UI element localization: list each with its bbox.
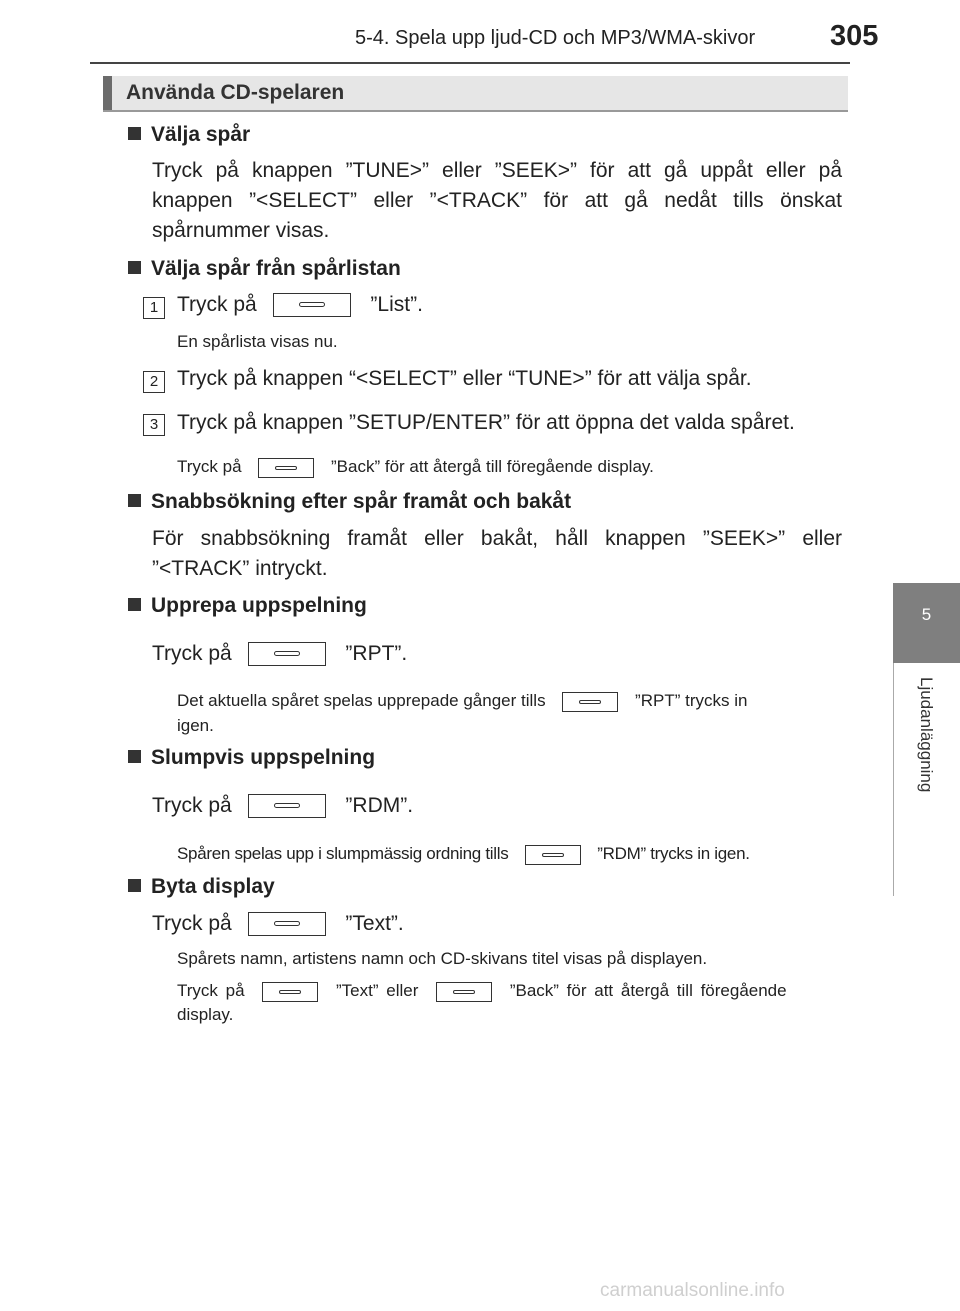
random-instruction <box>152 791 413 821</box>
heading-repeat <box>128 594 367 618</box>
step-1-post: ”List”. <box>370 293 423 316</box>
heading-text: Välja spår från spårlistan <box>151 257 401 280</box>
repeat-instruction <box>152 639 407 669</box>
step-number-1: 1 <box>143 297 165 319</box>
heading-display <box>128 875 275 899</box>
display-note-2b: ”Text” eller <box>336 981 419 1000</box>
display-pre: Tryck på <box>152 912 232 935</box>
screen-button-icon <box>248 912 326 936</box>
section-title: Använda CD-spelaren <box>126 81 345 104</box>
display-post: ”Text”. <box>345 912 404 935</box>
select-track-text: Tryck på knappen ”TUNE>” eller ”SEEK>” för att gå uppåt eller på knappen ”<SELECT” eller ”<TRACK” för att gå nedåt tills önskat spårnummer visas. <box>152 159 842 242</box>
random-post: ”RDM”. <box>345 794 414 817</box>
display-note-2-tail: display. <box>177 1005 234 1024</box>
screen-button-icon <box>562 692 618 712</box>
page-number: 305 <box>830 20 879 52</box>
section-title-bar <box>103 76 848 112</box>
step-1-note: En spårlista visas nu. <box>177 332 338 351</box>
screen-button-icon <box>273 293 351 317</box>
step-1 <box>177 290 423 320</box>
step-1-pre: Tryck på <box>177 293 257 316</box>
heading-text: Upprepa uppspelning <box>151 594 367 617</box>
display-instruction <box>152 909 404 939</box>
heading-track-list <box>128 257 401 281</box>
random-note <box>177 842 750 866</box>
running-header: 5-4. Spela upp ljud-CD och MP3/WMA-skivor <box>355 27 756 49</box>
watermark: carmanualsonline.info <box>600 1280 785 1301</box>
heading-text: Snabbsökning efter spår framåt och bakåt <box>151 490 572 513</box>
heading-select-track <box>128 123 250 147</box>
step-2: Tryck på knappen “<SELECT” eller “TUNE>” för att välja spår. <box>177 367 752 390</box>
step-3: Tryck på knappen ”SETUP/ENTER” för att öppna det valda spåret. <box>177 411 795 434</box>
bullet-square-icon <box>128 261 141 274</box>
screen-button-icon <box>258 458 314 478</box>
random-note-post: ”RDM” trycks in igen. <box>597 844 750 863</box>
display-note-1: Spårets namn, artistens namn och CD-skivans titel visas på displayen. <box>177 949 708 968</box>
chapter-tab-number <box>893 583 960 663</box>
random-pre: Tryck på <box>152 794 232 817</box>
screen-button-icon <box>436 982 492 1002</box>
display-note-2 <box>177 979 787 1003</box>
bullet-square-icon <box>128 494 141 507</box>
bullet-square-icon <box>128 127 141 140</box>
heading-random <box>128 746 375 770</box>
display-note-2c: ”Back” för att återgå till föregående <box>509 981 787 1000</box>
bullet-square-icon <box>128 879 141 892</box>
repeat-note <box>177 689 747 713</box>
back-note <box>177 455 654 479</box>
repeat-note-tail: igen. <box>177 716 214 735</box>
section-stripe <box>103 76 112 110</box>
step-number-3: 3 <box>143 414 165 436</box>
screen-button-icon <box>525 845 581 865</box>
screen-button-icon <box>262 982 318 1002</box>
step-number-2: 2 <box>143 371 165 393</box>
heading-text: Välja spår <box>151 123 251 146</box>
repeat-note-pre: Det aktuella spåret spelas upprepade gånger tills <box>177 691 546 710</box>
screen-button-icon <box>248 642 326 666</box>
heading-fast-search <box>128 490 571 514</box>
heading-text: Slumpvis uppspelning <box>151 746 376 769</box>
chapter-label: Ljudanläggning <box>917 677 936 793</box>
repeat-pre: Tryck på <box>152 642 232 665</box>
chapter-tab-label <box>893 663 960 896</box>
back-note-post: ”Back” för att återgå till föregående display. <box>331 457 654 476</box>
display-note-2a: Tryck på <box>177 981 245 1000</box>
chapter-number: 5 <box>921 605 932 624</box>
repeat-post: ”RPT”. <box>345 642 408 665</box>
bullet-square-icon <box>128 598 141 611</box>
screen-button-icon <box>248 794 326 818</box>
header-rule <box>90 62 850 64</box>
bullet-square-icon <box>128 750 141 763</box>
repeat-note-post: ”RPT” trycks in <box>635 691 748 710</box>
back-note-pre: Tryck på <box>177 457 242 476</box>
random-note-pre: Spåren spelas upp i slumpmässig ordning tills <box>177 844 509 863</box>
fast-search-text: För snabbsökning framåt eller bakåt, håll knappen ”SEEK>” eller ”<TRACK” intryckt. <box>152 527 842 580</box>
heading-text: Byta display <box>151 875 275 898</box>
